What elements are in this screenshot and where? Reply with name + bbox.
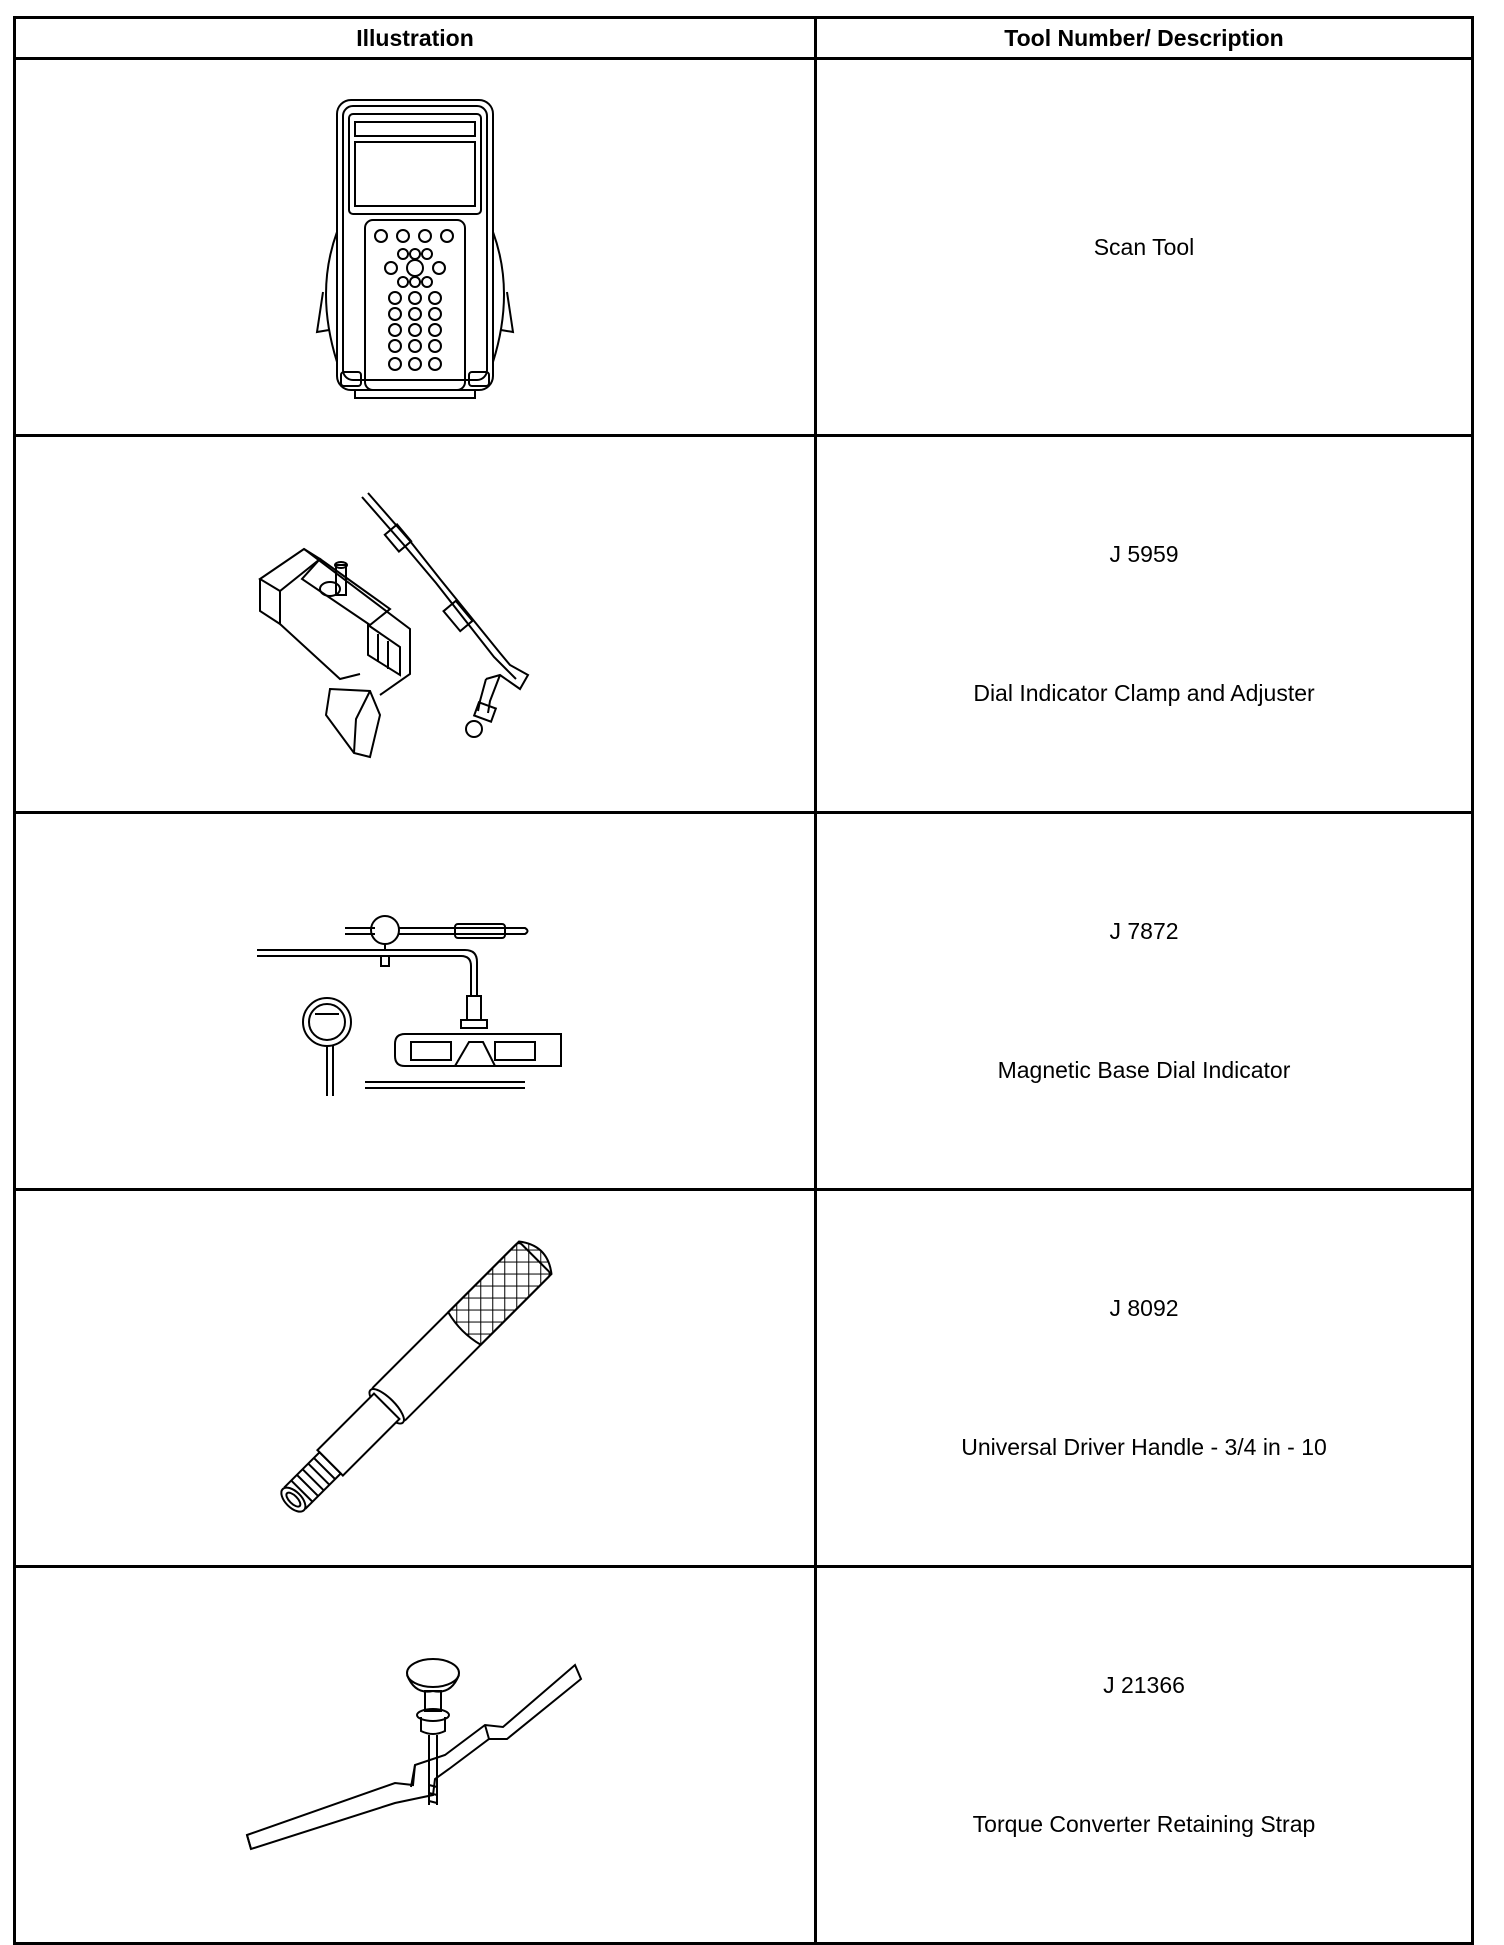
header-row bbox=[15, 18, 1473, 59]
tool-description: Magnetic Base Dial Indicator bbox=[997, 1057, 1291, 1083]
illustration-cell bbox=[15, 1190, 816, 1567]
table-row bbox=[15, 813, 1473, 1190]
description-cell bbox=[816, 813, 1473, 1190]
tool-description: Scan Tool bbox=[1093, 233, 1195, 260]
tool-number: J 8092 bbox=[1109, 1295, 1179, 1321]
scan-tool-icon bbox=[315, 92, 515, 402]
tool-number: J 7872 bbox=[1109, 918, 1179, 944]
description-cell bbox=[816, 1567, 1473, 1944]
retaining-strap-icon bbox=[245, 1635, 585, 1875]
tool-number: J 21366 bbox=[1103, 1672, 1185, 1698]
table-row bbox=[15, 59, 1473, 436]
description-cell bbox=[816, 59, 1473, 436]
tool-description: Universal Driver Handle - 3/4 in - 10 bbox=[961, 1434, 1327, 1460]
driver-handle-icon bbox=[255, 1223, 575, 1533]
table-row bbox=[15, 1567, 1473, 1944]
illustration-cell bbox=[15, 813, 816, 1190]
tool-number: J 5959 bbox=[1109, 541, 1179, 567]
illustration-cell bbox=[15, 1567, 816, 1944]
special-tools-table bbox=[13, 16, 1474, 1945]
illustration-header: Illustration bbox=[15, 18, 816, 59]
table-row bbox=[15, 436, 1473, 813]
description-cell bbox=[816, 436, 1473, 813]
description-header: Tool Number/ Description bbox=[816, 18, 1473, 59]
illustration-cell bbox=[15, 436, 816, 813]
tool-description: Dial Indicator Clamp and Adjuster bbox=[973, 680, 1315, 706]
dial-indicator-clamp-icon bbox=[250, 479, 580, 769]
tool-description: Torque Converter Retaining Strap bbox=[972, 1811, 1316, 1837]
magnetic-base-dial-indicator-icon bbox=[255, 906, 575, 1096]
description-cell bbox=[816, 1190, 1473, 1567]
table-row bbox=[15, 1190, 1473, 1567]
illustration-cell bbox=[15, 59, 816, 436]
